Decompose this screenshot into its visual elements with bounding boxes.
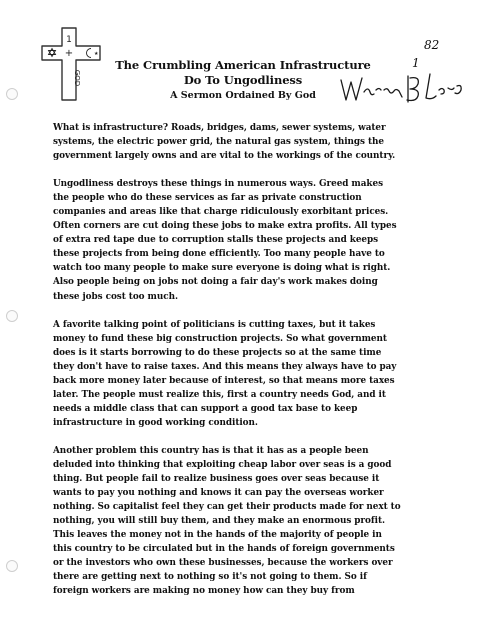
document-title-line-1: The Crumbling American Infrastructure [115,58,371,72]
document-title-line-2: Do To Ungodliness [183,73,303,87]
paragraph-line: What is infrastructure? Roads, bridges, dams, sewer systems, water [53,123,386,133]
paragraph-line: wants to pay you nothing and knows it can pay the overseas worker [53,488,384,499]
cross-text-god: GOD [73,69,81,87]
binder-hole [6,560,18,572]
paragraph-line: these projects from being done efficiently. Too many people have to [53,249,385,260]
paragraph-line: Often corners are cut doing these jobs to make extra profits. All types [53,221,397,232]
paragraph-line: Another problem this country has is that it has as a people been [53,445,369,456]
signature-icon [338,66,470,110]
paragraph-line: does is it starts borrowing to do these projects so at the same time [53,347,382,358]
paragraph-line: needs a middle class that can support a good tax base to keep [53,403,358,414]
paragraph-line: companies and areas like that charge ridiculously exorbitant prices. [53,207,389,218]
cross-emblem-icon [38,26,108,102]
handwritten-number: 1 [412,56,420,70]
body-paragraph [53,121,468,163]
paragraph-line: back more money later because of interest, so that means more taxes [53,375,395,386]
paragraph-line: A favorite talking point of politicians is cutting taxes, but it takes [53,319,376,330]
body-paragraph [53,444,468,599]
paragraph-line: infrastructure in good working condition. [53,417,258,428]
paragraph-line: this country to be circulated but in the hands of foreign governments [53,544,395,555]
svg-text:★: ★ [94,51,99,57]
handwritten-page-code: 82 [424,38,440,52]
paragraph-line: deluded into thinking that exploiting cheap labor over seas is a good [53,459,392,470]
body-paragraph [53,177,468,303]
binder-hole [6,88,18,100]
paragraph-line: later. The people must realize this, first a country needs God, and it [53,389,386,400]
paragraph-line: watch too many people to make sure everyone is doing what is right. [53,263,391,274]
document-subtitle: A Sermon Ordained By God [170,90,316,101]
paragraph-line: there are getting next to nothing so it's not going to them. So if [53,572,367,583]
paragraph-line: government largely owns and are vital to the workings of the country. [53,151,396,162]
paragraph-line: foreign workers are making no money how can they buy from [53,586,355,597]
paragraph-line: This leaves the money not in the hands of the majority of people in [53,530,382,541]
paragraph-line: money to fund these big construction projects. So what government [53,333,387,344]
paragraph-line: nothing. So capitalist feel they can get their products made for next to [53,502,401,513]
paragraph-line: they don't have to raise taxes. And this means they always have to pay [53,361,397,372]
paragraph-line: or the investors who own these businesses, because the workers over [53,558,393,569]
paragraph-line: the people who do these services as far as private construction [53,193,362,204]
star-of-david-icon [49,49,56,57]
crescent-star-icon [87,49,100,58]
paragraph-line: nothing, you will still buy them, and they make an enormous profit. [53,516,386,527]
cross-text-plus: + [64,48,74,59]
paragraph-line: Ungodliness destroys these things in numerous ways. Greed makes [53,179,383,190]
paragraph-line: systems, the electric power grid, the natural gas system, things the [53,137,385,148]
cross-text-one: 1 [66,35,72,45]
paragraph-line: Also people being on jobs not doing a fair day's work makes doing [53,277,378,288]
sermon-body [53,121,468,612]
paragraph-line: thing. But people fail to realize business goes over seas because it [53,474,380,485]
paragraph-line: these jobs cost too much. [53,291,178,302]
binder-hole [6,310,18,322]
paragraph-line: of extra red tape due to corruption stalls these projects and keeps [53,235,379,246]
body-paragraph [53,318,468,430]
